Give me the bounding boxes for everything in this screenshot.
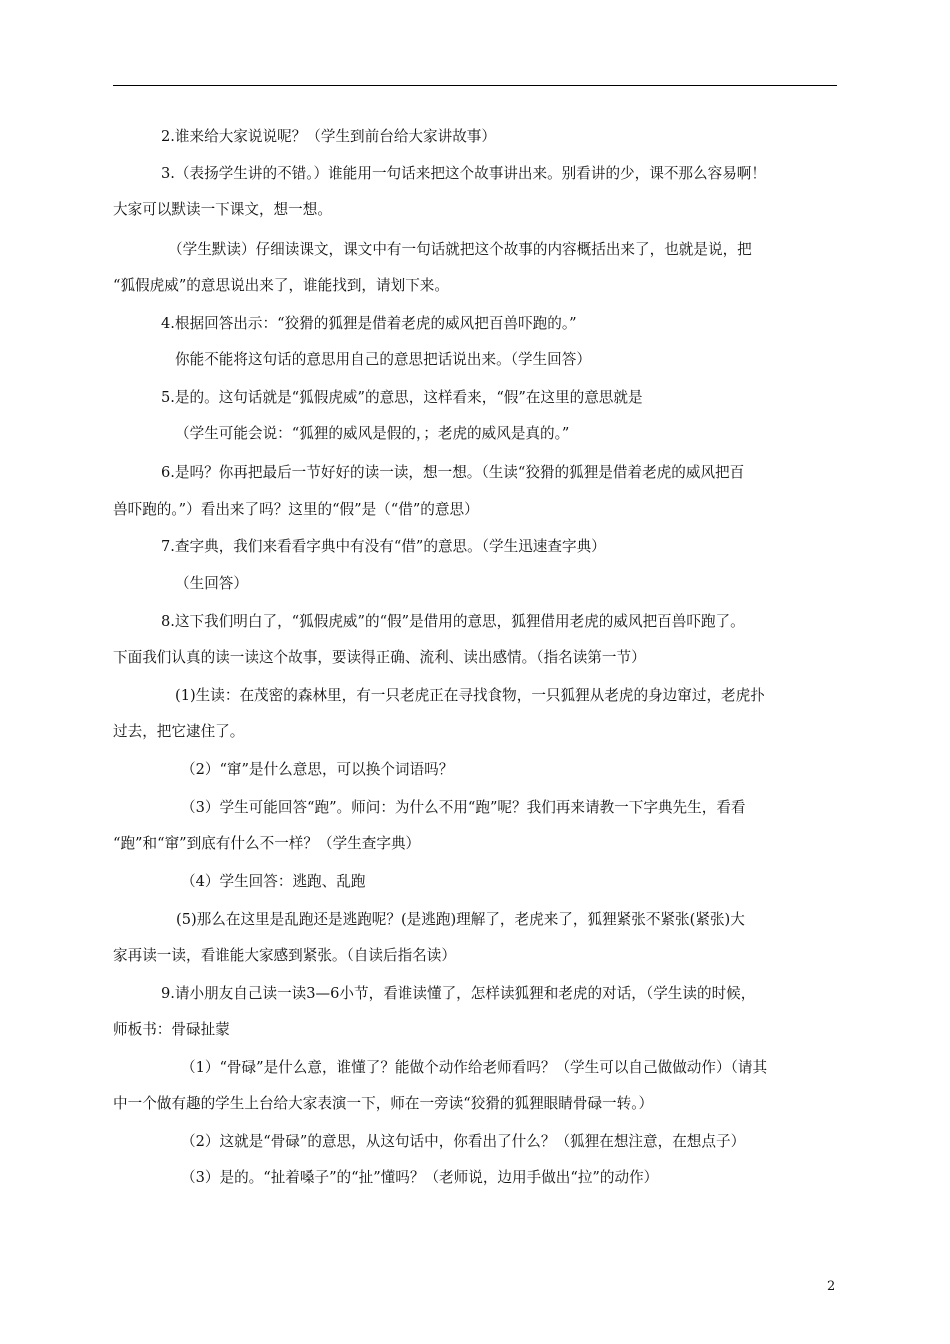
line-3: 大家可以默读一下课文，想一想。: [113, 201, 332, 218]
line-28: （2）这就是“骨碌”的意思，从这句话中，你看出了什么？（狐狸在想注意，在想点子）: [181, 1133, 746, 1150]
line-22: (5)那么在这里是乱跑还是逃跑呢？(是逃跑)理解了，老虎来了，狐狸紧张不紧张(紧张)大: [176, 911, 745, 928]
line-20: “跑”和“窜”到底有什么不一样？（学生查字典）: [113, 835, 421, 852]
line-25: 师板书：骨碌扯蒙: [113, 1021, 230, 1038]
line-13: （生回答）: [175, 575, 248, 592]
line-15: 下面我们认真的读一读这个故事，要读得正确、流利、读出感情。（指名读第一节）: [113, 649, 646, 666]
line-29: （3）是的。“扯着嗓子”的“扯”懂吗？（老师说，边用手做出“拉”的动作）: [181, 1169, 659, 1186]
line-6: 4.根据回答出示：“狡猾的狐狸是借着老虎的威风把百兽吓跑的。”: [161, 315, 577, 332]
line-9: （学生可能会说：“狐狸的威风是假的，；老虎的威风是真的。”: [175, 425, 570, 442]
line-4: （学生默读）仔细读课文，课文中有一句话就把这个故事的内容概括出来了，也就是说，把: [168, 241, 752, 258]
line-8: 5.是的。这句话就是“狐假虎威”的意思，这样看来，“假”在这里的意思就是: [161, 389, 643, 406]
line-24: 9.请小朋友自己读一读3—6小节，看谁读懂了，怎样读狐狸和老虎的对话，（学生读的时候，: [161, 985, 756, 1002]
page-number: 2: [827, 1279, 836, 1294]
line-10: 6.是吗？你再把最后一节好好的读一读，想一想。（生读“狡猾的狐狸是借着老虎的威风把百: [161, 464, 745, 481]
line-21: （4）学生回答：逃跑、乱跑: [181, 873, 366, 890]
line-26: （1）“骨碌”是什么意，谁懂了？能做个动作给老师看吗？（学生可以自己做做动作）（请其: [181, 1059, 768, 1076]
line-7: 你能不能将这句话的意思用自己的意思把话说出来。（学生回答）: [175, 351, 591, 368]
line-18: （2）“窜”是什么意思，可以换个词语吗？: [181, 761, 454, 778]
line-19: （3）学生可能回答“跑”。师问：为什么不用“跑”呢？我们再来请教一下字典先生，看看: [181, 799, 746, 816]
header-rule: [113, 85, 837, 86]
line-2: 3.（表扬学生讲的不错。）谁能用一句话来把这个故事讲出来。别看讲的少，课不那么容易啊！: [161, 165, 766, 182]
line-5: “狐假虎威”的意思说出来了，谁能找到，请划下来。: [113, 277, 449, 294]
line-14: 8.这下我们明白了，“狐假虎威”的“假”是借用的意思，狐狸借用老虎的威风把百兽吓跑了。: [161, 613, 745, 630]
line-11: 兽吓跑的。”）看出来了吗？这里的“假”是（“借”的意思）: [113, 501, 479, 518]
line-1: 2.谁来给大家说说呢？（学生到前台给大家讲故事）: [161, 128, 496, 145]
line-17: 过去，把它逮住了。: [113, 723, 245, 740]
line-27: 中一个做有趣的学生上台给大家表演一下，师在一旁读“狡猾的狐狸眼睛骨碌一转。）: [113, 1095, 654, 1112]
line-23: 家再读一读，看谁能大家感到紧张。（自读后指名读）: [113, 947, 456, 964]
line-12: 7.查字典，我们来看看字典中有没有“借”的意思。（学生迅速查字典）: [161, 538, 606, 555]
line-16: (1)生读：在茂密的森林里，有一只老虎正在寻找食物，一只狐狸从老虎的身边窜过，老虎扑: [175, 687, 765, 704]
